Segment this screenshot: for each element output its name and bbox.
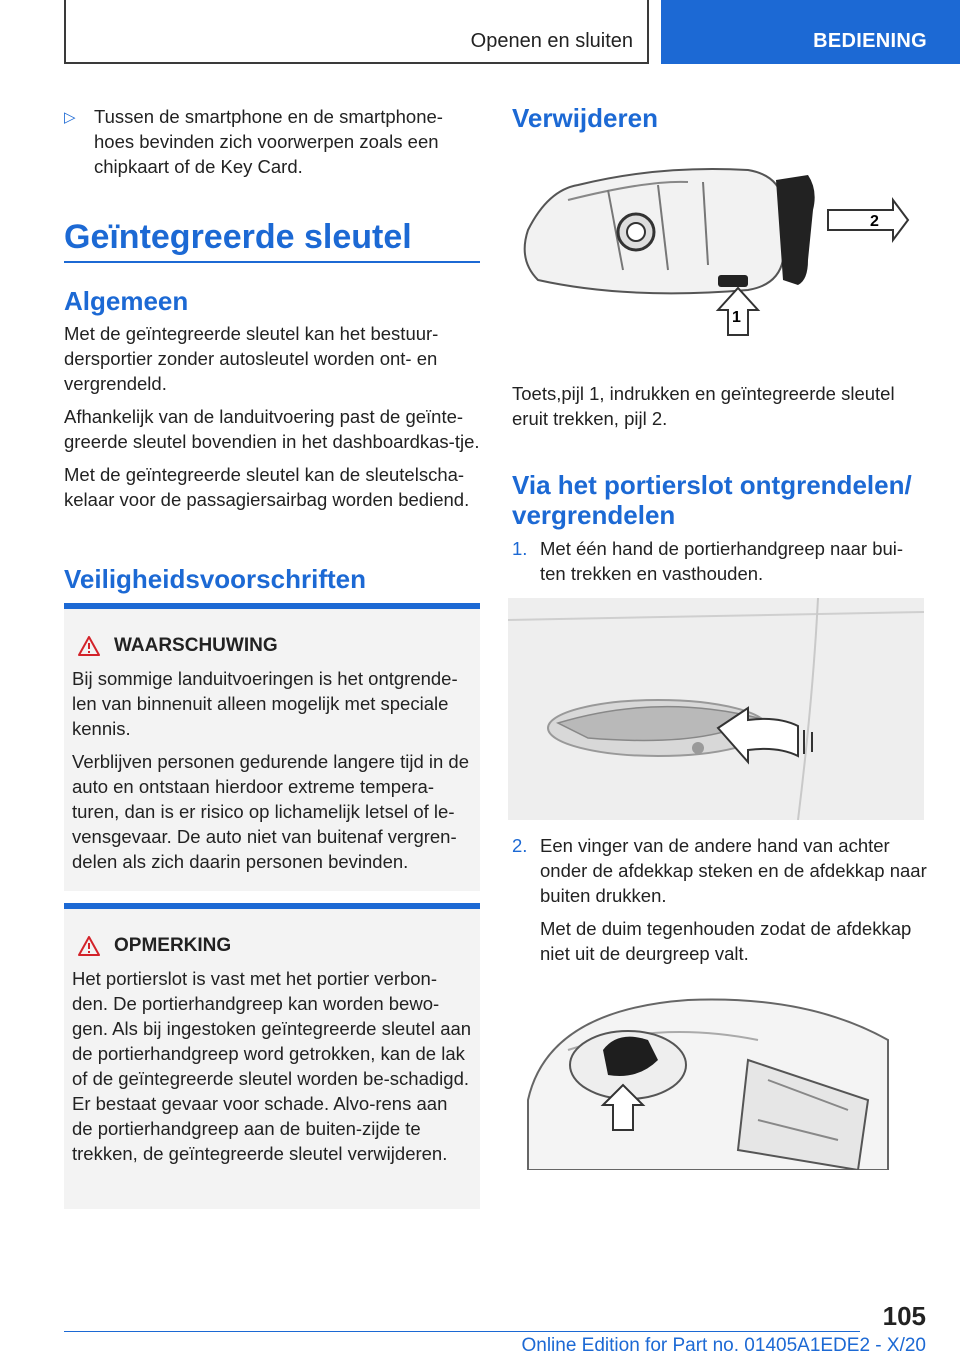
header-section-box xyxy=(64,0,649,64)
note-title: OPMERKING xyxy=(114,935,232,956)
key-removal-figure xyxy=(508,160,924,360)
footer-rule xyxy=(64,1331,860,1332)
warning-paragraph-1: Bij sommige landuitvoeringen is het ontgrende-len van binnenuit alleen mogelijk met speciale kennis. xyxy=(72,668,458,739)
general-paragraph-3: Met de geïntegreerde sleutel kan de sleutelscha-kelaar voor de passagiersairbag worden bediend. xyxy=(64,464,470,510)
note-box xyxy=(64,903,480,1209)
cover-cap-figure xyxy=(508,980,924,1170)
step-number: 2. xyxy=(512,835,528,856)
heading-lock: Via het portierslot ontgrendelen/ vergrendelen xyxy=(512,470,912,530)
bullet-text: Tussen de smartphone en de smartphone-hoes bevinden zich voorwerpen zoals een chipkaart of de Key Card. xyxy=(94,106,443,177)
warning-paragraph-2: Verblijven personen gedurende langere tijd in de auto en ontstaan hierdoor extreme tempera-turen, dan is er risico op lichamelijk letsel of le-vensgevaar. De auto niet van buitenaf vergren-delen als zich daarin personen bevinden. xyxy=(72,751,470,872)
door-handle-figure xyxy=(508,598,924,820)
step-text: Een vinger van de andere hand van achter onder de afdekkap steken en de afdekkap naar buiten drukken. xyxy=(540,835,927,906)
figure-label-2: 2 xyxy=(870,213,879,230)
heading-general: Algemeen xyxy=(64,286,189,316)
warning-title: WAARSCHUWING xyxy=(114,635,278,656)
bullet-item xyxy=(64,104,480,179)
header-chapter-box xyxy=(661,0,960,64)
header-section-title: Openen en sluiten xyxy=(470,30,633,52)
step-text: Met één hand de portierhandgreep naar bui-ten trekken en vasthouden. xyxy=(540,538,904,584)
bullet-marker: ▷ xyxy=(64,109,76,126)
section-title: Geïntegreerde sleutel xyxy=(64,218,412,256)
warning-box xyxy=(64,603,480,891)
remove-text: Toets,pijl 1, indrukken en geïntegreerde sleutel eruit trekken, pijl 2. xyxy=(512,383,895,429)
heading-remove: Verwijderen xyxy=(512,103,658,133)
general-text xyxy=(64,321,480,512)
note-paragraph-1: Het portierslot is vast met het portier verbon-den. De portierhandgreep kan worden bewo-gen. Als bij ingestoken geïntegreerde sleutel aan de portierhandgreep word getrokken, kan de lak of de geïntegreerde sleutel worden be-schadigd. Er bestaat gevaar voor schade. Alvo-rens aan de portierhandgreep aan de buiten-zijde te trekken, de geïntegreerde sleutel verwijderen. xyxy=(72,968,472,1164)
general-paragraph-2: Afhankelijk van de landuitvoering past de geïnte-greerde sleutel bovendien in het dashboardkas-tje. xyxy=(64,406,480,452)
warning-triangle-icon xyxy=(78,636,100,656)
step-number: 1. xyxy=(512,538,528,559)
general-paragraph-1: Met de geïntegreerde sleutel kan het bestuur-dersportier zonder autosleutel worden ont- en vergrendeld. xyxy=(64,323,439,394)
page-number: 105 xyxy=(882,1301,926,1331)
step-extra-text: Met de duim tegenhouden zodat de afdekkap niet uit de deurgreep valt. xyxy=(540,918,912,964)
figure-label-1: 1 xyxy=(732,309,741,326)
header-chapter-title: BEDIENING xyxy=(813,30,927,52)
section-rule xyxy=(64,261,480,263)
step-2 xyxy=(512,833,928,966)
footer-edition: Online Edition for Part no. 01405A1EDE2 - X/20 xyxy=(521,1335,926,1356)
step-1 xyxy=(512,536,928,586)
warning-triangle-icon xyxy=(78,936,100,956)
heading-safety: Veiligheidsvoorschriften xyxy=(64,564,366,594)
